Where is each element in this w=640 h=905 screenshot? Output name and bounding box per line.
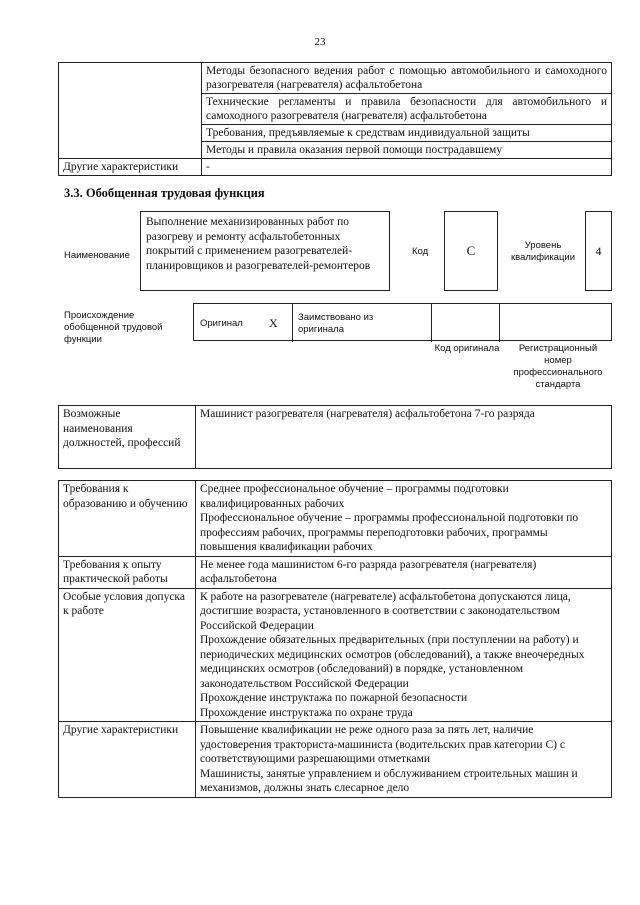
- text-line: Прохождение обязательных предварительных (при поступлении на работу) и периодических медицинских осмотров (обследований), а также внеочередных медицинских осмотров (обследований) в порядке, установленном законодательством Российской Федерации: [200, 634, 585, 690]
- education-label: Требования к образованию и обучению: [59, 481, 196, 557]
- table-cell: Требования, предъявляемые к средствам индивидуальной защиты: [202, 125, 612, 142]
- experience-value: [196, 556, 612, 588]
- text-line: Не менее года машинистом 6-го разряда разогревателя (нагревателя) асфальтобетона: [200, 558, 537, 585]
- other-value: [196, 722, 612, 798]
- text-line: Среднее профессиональное обучение – программы подготовки квалифицированных рабочих: [200, 483, 509, 510]
- divider: [292, 304, 293, 342]
- positions-table: [58, 405, 612, 469]
- code-value: C: [466, 243, 476, 258]
- level-box: [585, 211, 612, 291]
- experience-label: Требования к опыту практической работы: [59, 556, 196, 588]
- text-line: К работе на разогревателе (нагревателе) асфальтобетона допускаются лица, достигшие возраста, установленного в соответствии с законодательством Российской Федерации: [200, 590, 571, 632]
- text-line: Прохождение инструктажа по охране труда: [200, 706, 413, 719]
- table-row: [59, 588, 612, 722]
- table-row: [59, 63, 612, 94]
- text-line: Прохождение инструктажа по пожарной безопасности: [200, 692, 468, 704]
- other-label: Другие характеристики: [59, 722, 196, 798]
- original-label: Оригинал: [200, 318, 243, 329]
- table-row: [59, 481, 612, 557]
- education-value: [196, 481, 612, 557]
- divider: [431, 304, 432, 342]
- divider: [499, 304, 500, 342]
- table-cell: Методы и правила оказания первой помощи пострадавшему: [202, 142, 612, 159]
- text-line: Профессиональное обучение – программы профессиональной подготовки по профессиям рабочих, программы переподготовки рабочих, программы повышения квалификации рабочих: [200, 512, 579, 553]
- other-characteristics-label: Другие характеристики: [59, 159, 202, 176]
- table-row: [59, 722, 612, 798]
- admission-value: [196, 588, 612, 722]
- requirements-table: [58, 480, 612, 798]
- table-row: [59, 406, 612, 469]
- text-line: Повышение квалификации не реже одного раза за пять лет, наличие удостоверения тракториста-машиниста (водительских прав категории C) с соответствующими разрешающими отметками: [200, 724, 565, 765]
- empty-label-cell: [59, 63, 202, 159]
- table-row: [59, 159, 612, 176]
- reg-number-label: Регистрационный номер профессионального стандарта: [513, 343, 603, 390]
- table-cell: Технические регламенты и правила безопасности для автомобильного и самоходного разогревателя (нагревателя) асфальтобетона: [202, 94, 612, 125]
- origin-label: Происхождение обобщенной трудовой функции: [64, 310, 163, 345]
- section-title: 3.3. Обобщенная трудовая функция: [64, 186, 265, 200]
- other-characteristics-value: -: [202, 159, 612, 176]
- code-box: [444, 211, 498, 291]
- code-original-label: Код оригинала: [434, 343, 500, 354]
- admission-label: Особые условия допуска к работе: [59, 588, 196, 722]
- knowledge-table: [58, 62, 612, 176]
- level-value: 4: [595, 244, 602, 258]
- table-row: [59, 556, 612, 588]
- original-mark: X: [269, 316, 278, 330]
- name-value: Выполнение механизированных работ по разогреву и ремонту асфальтобетонных покрытий с применением разогревателей-планировщиков и разогревателей-ремонтеров: [146, 216, 371, 272]
- name-box: [140, 211, 390, 291]
- name-label: Наименование: [64, 250, 130, 261]
- positions-value: Машинист разогревателя (нагревателя) асфальтобетона 7-го разряда: [196, 406, 612, 469]
- origin-box: [193, 303, 612, 341]
- text-line: Машинисты, занятые управлением и обслуживанием строительных машин и механизмов, должны знать слесарное дело: [200, 767, 578, 794]
- positions-label: Возможные наименования должностей, профессий: [59, 406, 196, 469]
- code-label: Код: [412, 246, 429, 257]
- table-cell: Методы безопасного ведения работ с помощью автомобильного и самоходного разогревателя (нагревателя) асфальтобетона: [202, 63, 612, 94]
- page-number: 23: [314, 36, 326, 48]
- borrowed-label: Заимствовано из оригинала: [298, 312, 374, 335]
- level-label: Уровень квалификации: [510, 240, 576, 263]
